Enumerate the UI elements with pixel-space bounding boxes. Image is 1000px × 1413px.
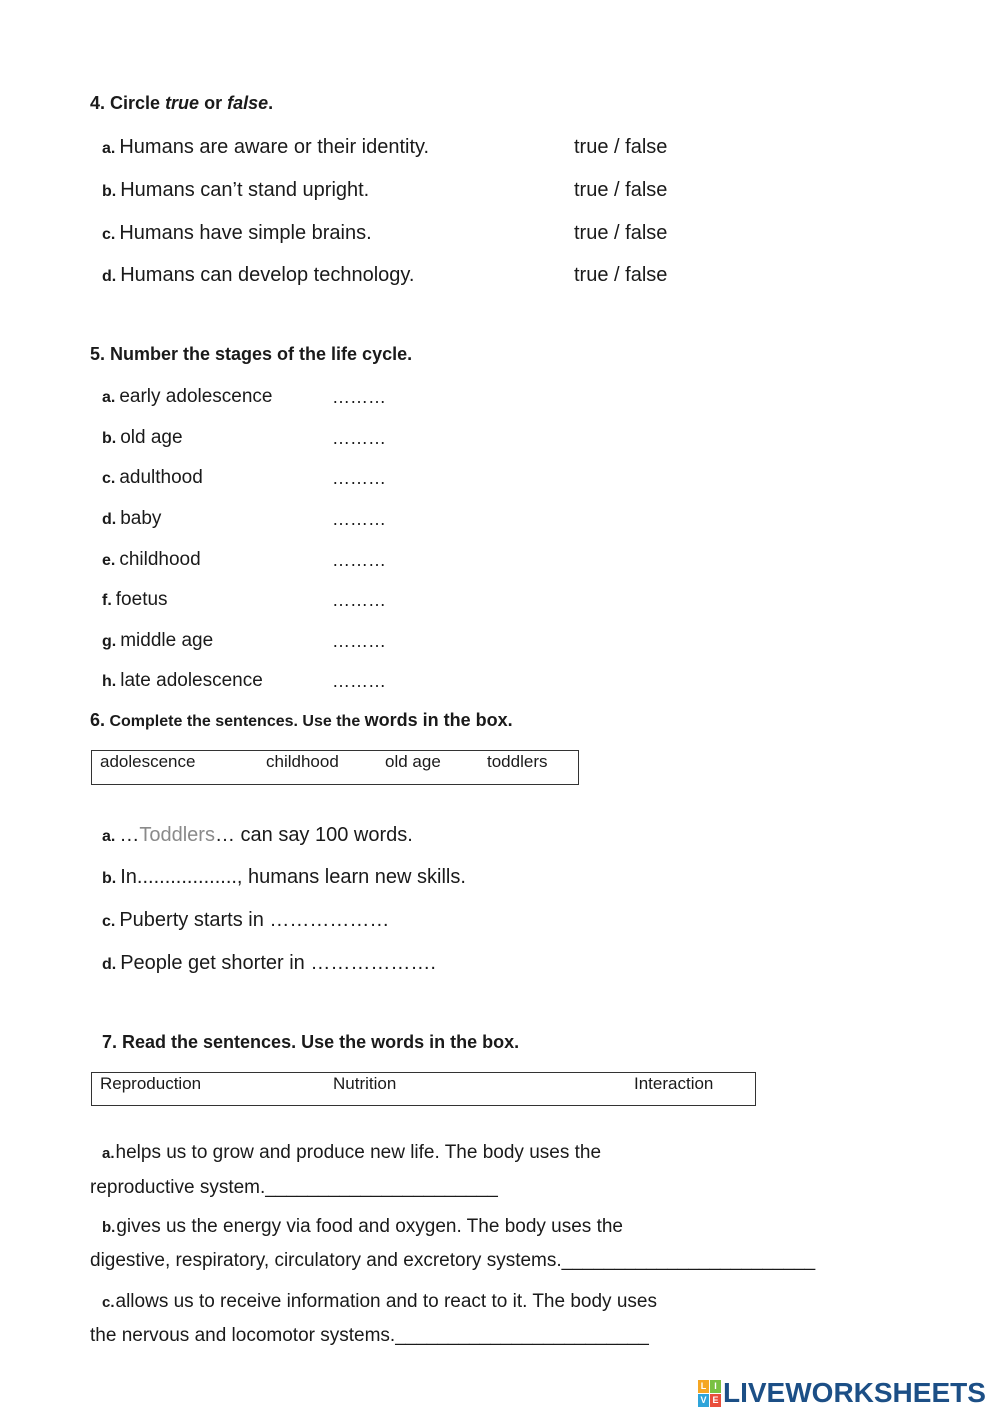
sec6-item-c: c. Puberty starts in ……………… [102, 909, 390, 931]
sec5-blank-e[interactable]: ……… [332, 550, 386, 570]
sec5-item-e: e. childhood [102, 549, 201, 570]
sec5-item-h: h. late adolescence [102, 670, 263, 691]
sec7-item-b-line2[interactable]: digestive, respiratory, circulatory and excretory systems.________________________ [90, 1250, 816, 1271]
liveworksheets-logo[interactable] [698, 1378, 986, 1408]
sec4-item-c: c. Humans have simple brains. [102, 222, 372, 244]
sec5-item-a: a. early adolescence [102, 386, 273, 407]
logo-badge-icon: L I V E [698, 1380, 721, 1407]
sec7-item-a-line2[interactable]: reproductive system.______________________ [90, 1177, 498, 1198]
sec5-item-g: g. middle age [102, 630, 214, 651]
sec7-word: Interaction [634, 1074, 714, 1093]
logo-text: LIVEWORKSHEETS [723, 1377, 986, 1408]
sec5-blank-c[interactable]: ……… [332, 468, 386, 488]
sec6-word: adolescence [100, 752, 196, 771]
sec5-blank-f[interactable]: ……… [332, 590, 386, 610]
sec7-item-c-line2[interactable]: the nervous and locomotor systems.________________________ [90, 1325, 649, 1346]
sec4-answer-d[interactable]: true / false [574, 264, 668, 286]
sec6-item-d: d. People get shorter in ………………. [102, 952, 436, 974]
sec5-blank-b[interactable]: ……… [332, 428, 386, 448]
sec4-answer-b[interactable]: true / false [574, 179, 668, 201]
sec5-blank-g[interactable]: ……… [332, 631, 386, 651]
sec4-item-a: a. Humans are aware or their identity. [102, 136, 430, 158]
sec7-item-a-line1: a.helps us to grow and produce new life. The body uses the [102, 1142, 602, 1163]
sec6-item-b: b. In.................., humans learn new skills. [102, 866, 466, 888]
sec5-item-c: c. adulthood [102, 467, 203, 488]
sec7-item-c-line1: c.allows us to receive information and to react to it. The body uses [102, 1291, 657, 1312]
sec4-answer-a[interactable]: true / false [574, 136, 668, 158]
sec7-item-b-line1: b.gives us the energy via food and oxygen. The body uses the [102, 1216, 623, 1237]
section-7-title: 7. Read the sentences. Use the words in the box. [102, 1032, 520, 1052]
sec5-item-f: f. foetus [102, 589, 168, 610]
section-6-title: 6. Complete the sentences. Use the words in the box. [90, 710, 513, 730]
sec4-item-b: b. Humans can’t stand upright. [102, 179, 370, 201]
sec6-word: childhood [266, 752, 339, 771]
sec6-item-a: a. …Toddlers… can say 100 words. [102, 824, 413, 846]
section-5-title: 5. Number the stages of the life cycle. [90, 344, 413, 364]
sec5-blank-d[interactable]: ……… [332, 509, 386, 529]
sec6-word: old age [385, 752, 441, 771]
sec6-word-box [91, 750, 579, 785]
sec5-blank-h[interactable]: ……… [332, 671, 386, 691]
sec7-word-box [91, 1072, 756, 1106]
sec5-item-b: b. old age [102, 427, 183, 448]
sec5-item-d: d. baby [102, 508, 162, 529]
sec5-blank-a[interactable]: ……… [332, 387, 386, 407]
sec7-word: Nutrition [333, 1074, 397, 1093]
sec4-item-d: d. Humans can develop technology. [102, 264, 415, 286]
section-4-title: 4. Circle true or false. [90, 93, 274, 113]
sec6-answer-a[interactable]: Toddlers [139, 824, 215, 846]
sec7-word: Reproduction [100, 1074, 202, 1093]
sec4-answer-c[interactable]: true / false [574, 222, 668, 244]
sec6-word: toddlers [487, 752, 548, 771]
